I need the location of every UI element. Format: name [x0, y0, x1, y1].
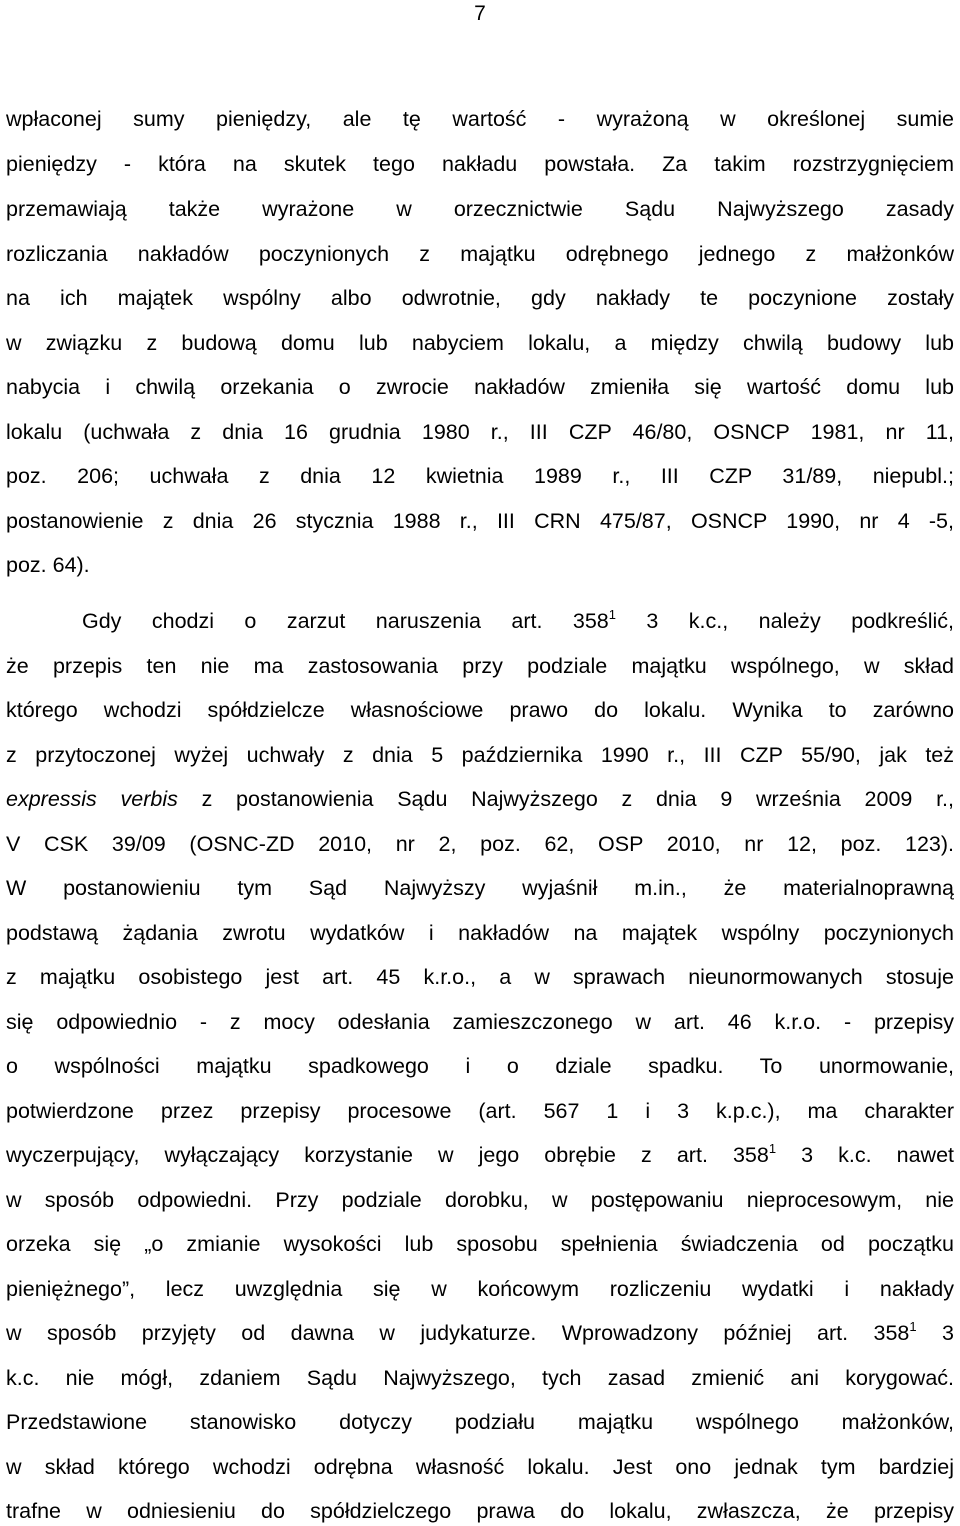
text-line: w sposób odpowiedni. Przy podziale dorobku, w postępowaniu nieprocesowym, nie: [6, 1188, 954, 1212]
text-line: [6, 1318, 954, 1348]
text-line: W postanowieniu tym Sąd Najwyższy wyjaśnił m.in., że materialnoprawną: [6, 876, 954, 900]
text-line: rozliczania nakładów poczynionych z majątku odrębnego jednego z małżonków: [6, 242, 954, 266]
text-line: k.c. nie mógł, zdaniem Sądu Najwyższego, tych zasad zmienić ani korygować.: [6, 1366, 954, 1390]
text-line: lokalu (uchwała z dnia 16 grudnia 1980 r., III CZP 46/80, OSNCP 1981, nr 11,: [6, 420, 954, 444]
text-line: którego wchodzi spółdzielcze własnościowe prawo do lokalu. Wynika to zarówno: [6, 698, 954, 722]
text-segment: 3: [916, 1321, 954, 1345]
text-segment: z postanowienia Sądu Najwyższego z dnia 9 września 2009 r.,: [177, 787, 954, 811]
superscript: 1: [768, 1141, 777, 1156]
text-segment: w sposób przyjęty od dawna w judykaturze. Wprowadzony później art. 358: [6, 1321, 910, 1345]
text-line: z przytoczonej wyżej uchwały z dnia 5 października 1990 r., III CZP 55/90, jak też: [6, 743, 954, 767]
text-line: orzeka się „o zmianie wysokości lub sposobu spełnienia świadczenia od początku: [6, 1232, 954, 1256]
text-line: potwierdzone przez przepisy procesowe (art. 567 1 i 3 k.p.c.), ma charakter: [6, 1099, 954, 1123]
text-segment: 3 k.c., należy podkreślić,: [616, 609, 954, 633]
text-line: [6, 1140, 954, 1170]
text-line: poz. 64).: [6, 553, 90, 577]
text-segment: Gdy chodzi o zarzut naruszenia art. 358: [82, 609, 609, 633]
text-line: postanowienie z dnia 26 stycznia 1988 r., III CRN 475/87, OSNCP 1990, nr 4 -5,: [6, 509, 954, 533]
text-line: pieniężnego”, lecz uwzględnia się w końcowym rozliczeniu wydatki i nakłady: [6, 1277, 954, 1301]
text-line: nabycia i chwilą orzekania o zwrocie nakładów zmieniła się wartość domu lub: [6, 375, 954, 399]
text-line: trafne w odniesieniu do spółdzielczego prawa do lokalu, zwłaszcza, że przepisy: [6, 1499, 954, 1523]
text-line: że przepis ten nie ma zastosowania przy podziale majątku wspólnego, w skład: [6, 654, 954, 678]
text-line: podstawą żądania zwrotu wydatków i nakładów na majątek wspólny poczynionych: [6, 921, 954, 945]
italic-phrase: expressis verbis: [6, 787, 178, 811]
text-segment: wyczerpujący, wyłączający korzystanie w jego obrębie z art. 358: [6, 1143, 769, 1167]
text-line: w skład którego wchodzi odrębna własność lokalu. Jest ono jednak tym bardziej: [6, 1455, 954, 1479]
text-line: w związku z budową domu lub nabyciem lokalu, a między chwilą budowy lub: [6, 331, 954, 355]
text-line: z majątku osobistego jest art. 45 k.r.o., a w sprawach nieunormowanych stosuje: [6, 965, 954, 989]
superscript: 1: [909, 1319, 917, 1334]
text-line: [6, 784, 954, 814]
text-line: Przedstawione stanowisko dotyczy podziału majątku wspólnego małżonków,: [6, 1410, 954, 1434]
text-line: wpłaconej sumy pieniędzy, ale tę wartość - wyrażoną w określonej sumie: [6, 107, 954, 131]
text-line: się odpowiednio - z mocy odesłania zamieszczonego w art. 46 k.r.o. - przepisy: [6, 1010, 954, 1034]
text-line: poz. 206; uchwała z dnia 12 kwietnia 1989 r., III CZP 31/89, niepubl.;: [6, 464, 954, 488]
page-number: 7: [474, 2, 486, 25]
superscript: 1: [608, 607, 616, 622]
text-line: pieniędzy - która na skutek tego nakładu powstała. Za takim rozstrzygnięciem: [6, 152, 954, 176]
text-line: na ich majątek wspólny albo odwrotnie, gdy nakłady te poczynione zostały: [6, 286, 954, 310]
text-line: V CSK 39/09 (OSNC-ZD 2010, nr 2, poz. 62, OSP 2010, nr 12, poz. 123).: [6, 832, 954, 856]
text-line: o wspólności majątku spadkowego i o dziale spadku. To unormowanie,: [6, 1054, 954, 1078]
text-segment: 3 k.c. nawet: [776, 1143, 955, 1167]
text-line: [82, 606, 954, 636]
text-line: przemawiają także wyrażone w orzecznictwie Sądu Najwyższego zasady: [6, 197, 954, 221]
